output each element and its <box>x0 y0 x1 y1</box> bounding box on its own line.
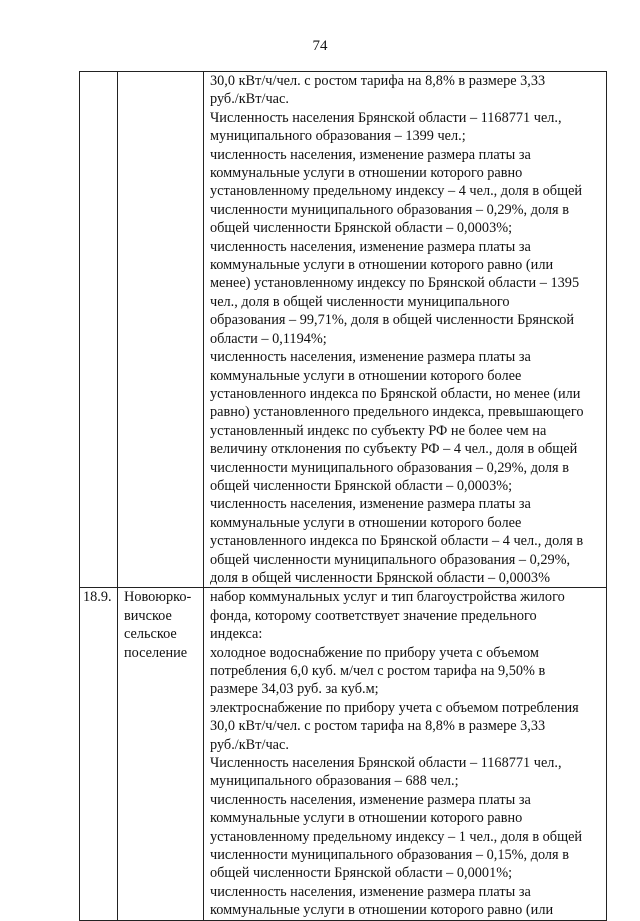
row-number-cell <box>80 72 118 588</box>
page-number: 74 <box>312 38 328 54</box>
municipality-cell <box>118 588 204 920</box>
row-number-cell <box>80 588 118 920</box>
row-number: 18.9. <box>83 589 112 606</box>
description-cell <box>204 588 607 920</box>
data-table <box>79 71 607 921</box>
description-text: набор коммунальных услуг и тип благоустройства жилого фонда, которому соответствует значение предельного индекса: холодное водоснабжение по прибору учета с объемом потребления 6,0 куб. м/чел с ростом тарифа на 9,50% в размере 34,03 руб. за куб.м; электроснабжение по прибору учета с объемом потребления 30,0 кВт/ч/чел. с ростом тарифа на 8,8% в размере 3,33 руб./кВт/час. Численность населения Брянской области – 1168771 чел., муниципального образования – 688 чел.; численность населения, изменение размера платы за коммунальные услуги в отношении которого равно установленному предельному индексу – 1 чел., доля в общей численности муниципального образования – 0,15%, доля в общей численности Брянской области – 0,0001%; численность населения, изменение размера платы за коммунальные услуги в отношении которого равно (или <box>210 589 583 919</box>
table-row <box>80 588 607 920</box>
table-row <box>80 72 607 588</box>
description-text: 30,0 кВт/ч/чел. с ростом тарифа на 8,8% в размере 3,33 руб./кВт/час. Численность населения Брянской области – 1168771 чел., муниципального образования – 1399 чел.; численность населения, изменение размера платы за коммунальные услуги в отношении которого равно установленному предельному индексу – 4 чел., доля в общей численности муниципального образования – 0,29%, доля в общей численности Брянской области – 0,0003%; численность населения, изменение размера платы за коммунальные услуги в отношении которого равно (или менее) установленному индексу по Брянской области – 1395 чел., доля в общей численности муниципального образования – 99,71%, доля в общей численности Брянской области – 0,1194%; численность населения, изменение размера платы за коммунальные услуги в отношении которого более установленного индекса по Брянской области, но менее (или равно) установленного предельного индекса, превышающего установленный индекс по субъекту РФ не более чем на величину отклонения по субъекту РФ – 4 чел., доля в общей численности муниципального образования – 0,29%, доля в общей численности Брянской области – 0,0003%; численность населения, изменение размера платы за коммунальные услуги в отношении которого более установленного индекса по Брянской области – 4 чел., доля в общей численности муниципального образования – 0,29%, доля в общей численности Брянской области – 0,0003% <box>210 73 584 586</box>
municipality-name: Новоюрко- вичское сельское поселение <box>124 589 192 661</box>
municipality-cell <box>118 72 204 588</box>
description-cell <box>204 72 607 588</box>
